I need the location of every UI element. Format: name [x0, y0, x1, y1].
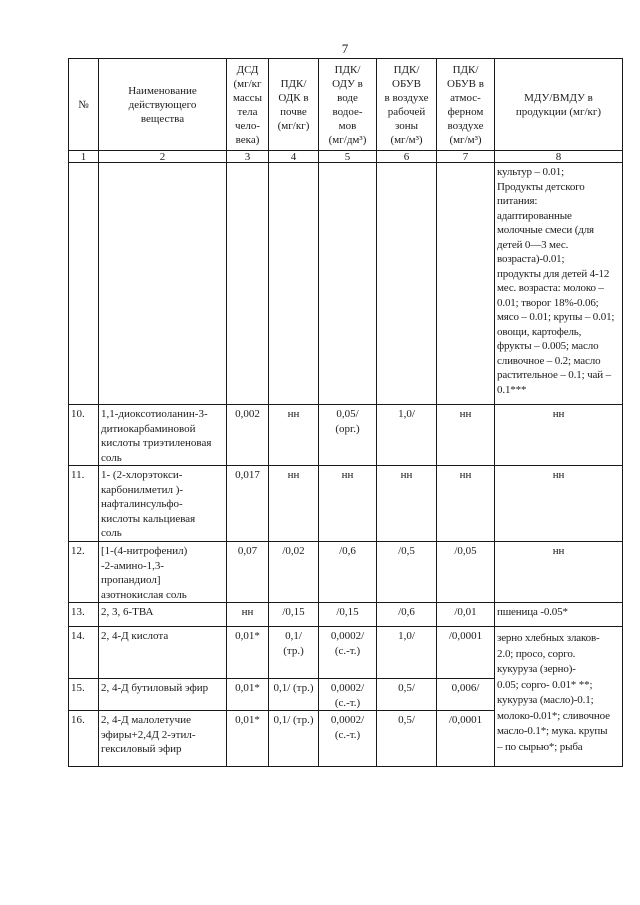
cell-product-mrl: нн — [495, 466, 623, 542]
cell-substance-name: 2, 3, 6-ТВА — [99, 603, 227, 627]
header-col-product-mrl: МДУ/ВМДУ в продукции (мг/кг) — [495, 59, 623, 151]
header-col-soil-mac: ПДК/ ОДК в почве (мг/кг) — [269, 59, 319, 151]
table-row — [69, 627, 623, 679]
cell-soil: нн — [269, 405, 319, 466]
cell-atm-air: /0,01 — [437, 603, 495, 627]
header-col-number: № — [69, 59, 99, 151]
cell-water: /0,15 — [319, 603, 377, 627]
page-number: 7 — [341, 41, 349, 56]
cell-soil: 0,1/ (тр.) — [269, 679, 319, 711]
cell-soil: нн — [269, 466, 319, 542]
cell-work-air: 1,0/ — [377, 405, 437, 466]
cell-dsd: 0,01* — [227, 627, 269, 679]
cell-water: 0,0002/ (с.-т.) — [319, 711, 377, 767]
table-row-continuation — [69, 163, 623, 405]
table-row — [69, 603, 623, 627]
cell-atm-air: нн — [437, 466, 495, 542]
header-col-substance-name: Наименование действующего вещества — [99, 59, 227, 151]
empty-cell — [269, 163, 319, 405]
cell-work-air: /0,6 — [377, 603, 437, 627]
table-body — [69, 59, 623, 767]
cell-substance-name: 1,1-диоксотиоланин-3- дитиокарбаминовой кислоты триэтиленовая соль — [99, 405, 227, 466]
empty-cell — [377, 163, 437, 405]
empty-cell — [437, 163, 495, 405]
column-number-cell: 6 — [377, 151, 437, 163]
column-number-cell: 3 — [227, 151, 269, 163]
header-col-dsd: ДСД (мг/кг массы тела чело- века) — [227, 59, 269, 151]
header-col-workplace-air-mac: ПДК/ ОБУВ в воздухе рабочей зоны (мг/м³) — [377, 59, 437, 151]
cell-dsd: 0,01* — [227, 711, 269, 767]
table-row — [69, 405, 623, 466]
cell-row-number: 15. — [69, 679, 99, 711]
cell-dsd: 0,01* — [227, 679, 269, 711]
cell-substance-name: 2, 4-Д кислота — [99, 627, 227, 679]
cell-water: 0,0002/ (с.-т.) — [319, 627, 377, 679]
cell-work-air: 0,5/ — [377, 711, 437, 767]
cell-product-mrl: нн — [495, 405, 623, 466]
column-number-cell: 7 — [437, 151, 495, 163]
column-number-cell: 2 — [99, 151, 227, 163]
cell-substance-name: [1-(4-нитрофенил) -2-амино-1,3- пропандиол] азотнокислая соль — [99, 542, 227, 603]
cell-substance-name: 1- (2-хлорэтокси- карбонилметил )- нафталинсульфо- кислоты кальциевая соль — [99, 466, 227, 542]
cell-water: нн — [319, 466, 377, 542]
cell-substance-name: 2, 4-Д малолетучие эфиры+2,4Д 2-этил- гексиловый эфир — [99, 711, 227, 767]
column-number-cell: 5 — [319, 151, 377, 163]
cell-product-mrl: культур – 0.01; Продукты детского питания: адаптированные молочные смеси (для детей 0—3 мес. возраста)-0.01; продукты для детей 4-12 мес. возраста: молоко – 0.01; творог 18%-0.06; мясо – 0.01; крупы – 0.01; овощи, картофель, фрукты – 0.005; масло сливочное – 0.2; масло растительное – 0.1; чай – 0.1*** — [495, 163, 623, 405]
header-col-water-mac: ПДК/ ОДУ в воде водое- мов (мг/дм³) — [319, 59, 377, 151]
column-number-row — [69, 151, 623, 163]
cell-dsd: 0,002 — [227, 405, 269, 466]
cell-work-air: нн — [377, 466, 437, 542]
cell-row-number: 16. — [69, 711, 99, 767]
cell-row-number: 14. — [69, 627, 99, 679]
cell-row-number: 13. — [69, 603, 99, 627]
cell-dsd: 0,07 — [227, 542, 269, 603]
cell-atm-air: /0,0001 — [437, 711, 495, 767]
cell-substance-name: 2, 4-Д бутиловый эфир — [99, 679, 227, 711]
cell-soil: /0,02 — [269, 542, 319, 603]
cell-water: 0,05/ (орг.) — [319, 405, 377, 466]
cell-dsd: 0,017 — [227, 466, 269, 542]
empty-cell — [227, 163, 269, 405]
cell-work-air: 1,0/ — [377, 627, 437, 679]
cell-atm-air: нн — [437, 405, 495, 466]
header-col-atmospheric-air-mac: ПДК/ ОБУВ в атмос- ферном воздухе (мг/м³) — [437, 59, 495, 151]
empty-cell — [99, 163, 227, 405]
cell-product-mrl: пшеница -0.05* — [495, 603, 623, 627]
column-number-cell: 8 — [495, 151, 623, 163]
table-row — [69, 466, 623, 542]
cell-row-number: 12. — [69, 542, 99, 603]
empty-cell — [319, 163, 377, 405]
column-number-cell: 1 — [69, 151, 99, 163]
column-number-cell: 4 — [269, 151, 319, 163]
cell-water: /0,6 — [319, 542, 377, 603]
cell-work-air: /0,5 — [377, 542, 437, 603]
cell-atm-air: /0,05 — [437, 542, 495, 603]
empty-cell — [69, 163, 99, 405]
cell-soil: /0,15 — [269, 603, 319, 627]
cell-product-mrl: нн — [495, 542, 623, 603]
table-header-row — [69, 59, 623, 151]
cell-work-air: 0,5/ — [377, 679, 437, 711]
cell-soil: 0,1/ (тр.) — [269, 711, 319, 767]
cell-product-mrl-merged: зерно хлебных злаков- 2.0; просо, сорго. кукуруза (зерно)- 0.05; сорго- 0.01* **; кукуруза (масло)-0.1; молоко-0.01*; сливочное масло-0.1*; мука. крупы – по сырью*; рыба — [495, 627, 623, 767]
cell-dsd: нн — [227, 603, 269, 627]
data-table — [68, 58, 623, 767]
cell-atm-air: 0,006/ — [437, 679, 495, 711]
cell-soil: 0,1/ (тр.) — [269, 627, 319, 679]
cell-row-number: 11. — [69, 466, 99, 542]
table-row — [69, 542, 623, 603]
cell-row-number: 10. — [69, 405, 99, 466]
cell-water: 0,0002/ (с.-т.) — [319, 679, 377, 711]
cell-atm-air: /0,0001 — [437, 627, 495, 679]
